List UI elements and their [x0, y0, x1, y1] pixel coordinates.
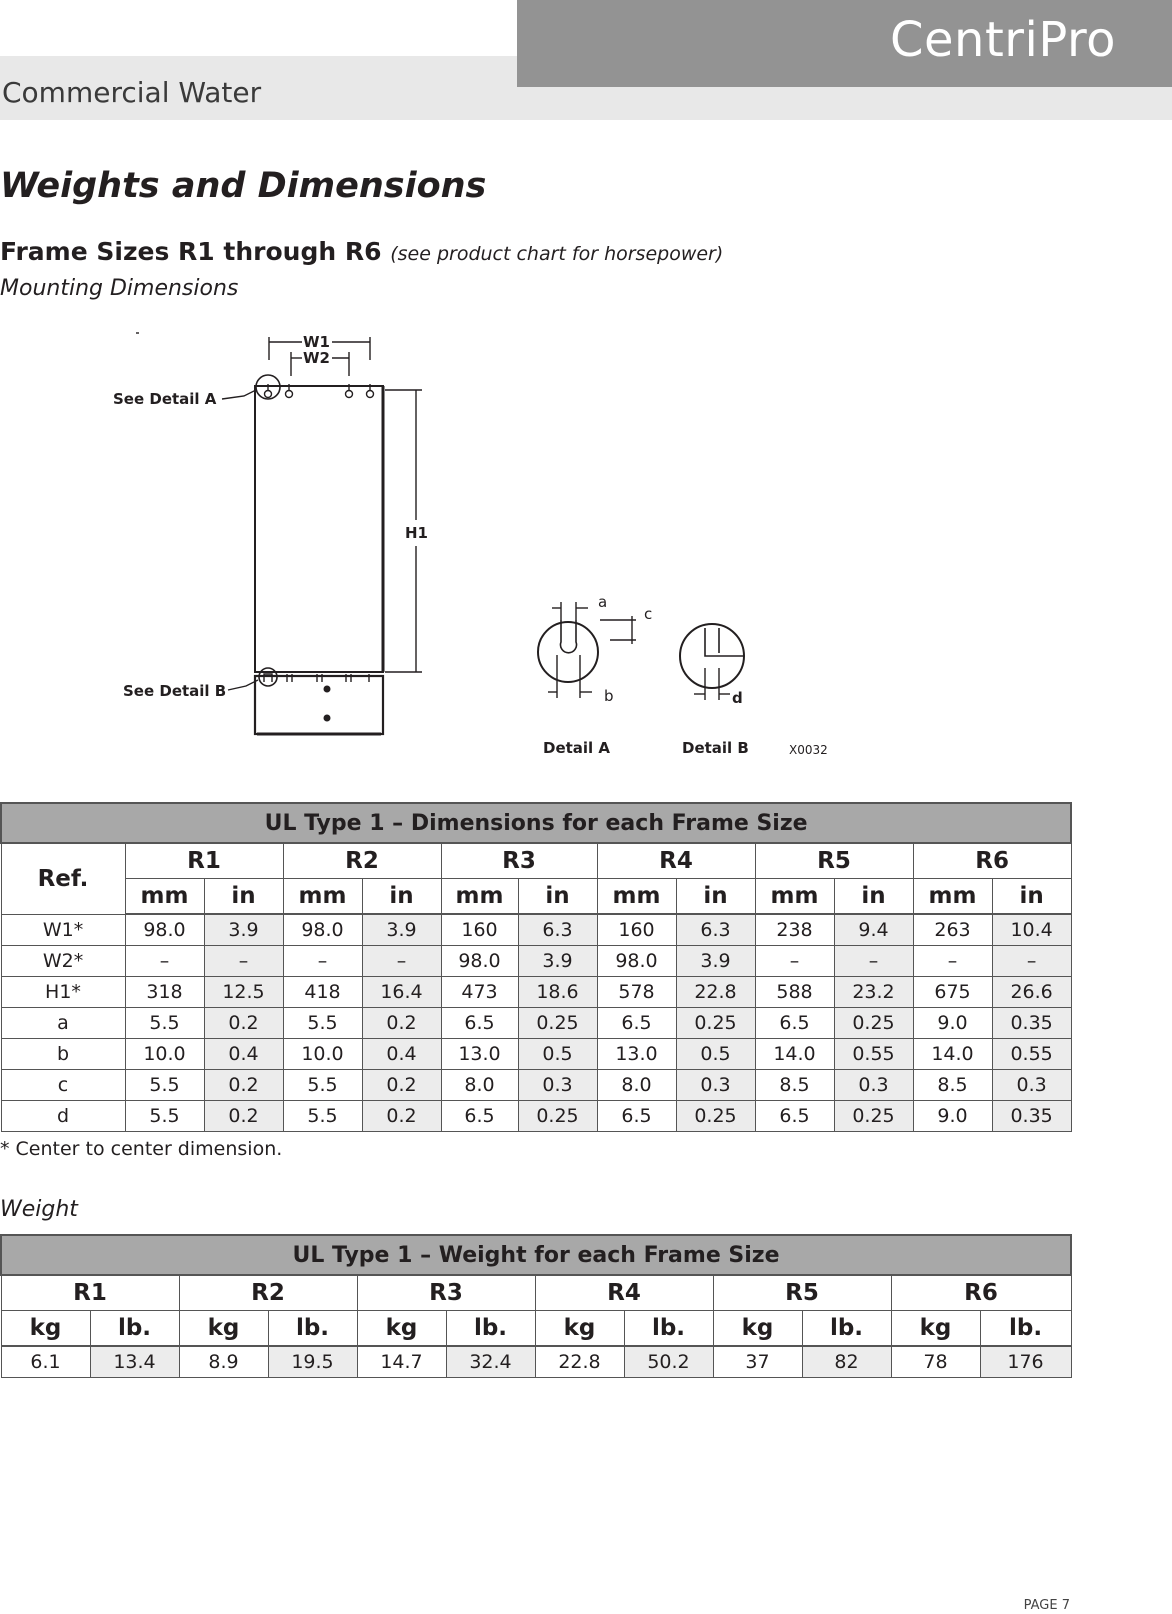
value-cell: 160 [597, 914, 676, 946]
unit-header-kg: kg [713, 1311, 802, 1347]
value-cell: 0.55 [992, 1039, 1071, 1070]
table-row [1, 914, 1071, 946]
page-number: PAGE 7 [1023, 1598, 1070, 1613]
value-cell: 0.4 [204, 1039, 283, 1070]
value-cell: 9.4 [834, 914, 913, 946]
value-cell: 9.0 [913, 1008, 992, 1039]
weight-value-cell: 32.4 [446, 1346, 535, 1378]
value-cell: 263 [913, 914, 992, 946]
table-row [1, 977, 1071, 1008]
unit-header-mm: mm [125, 879, 204, 915]
value-cell: 5.5 [125, 1070, 204, 1101]
unit-header-in: in [204, 879, 283, 915]
label-w1: W1 [303, 333, 330, 351]
label-h1: H1 [405, 524, 428, 542]
unit-header-in: in [362, 879, 441, 915]
value-cell: 0.4 [362, 1039, 441, 1070]
frame-title-text: Frame Sizes R1 through R6 [0, 237, 382, 266]
unit-header-lb: lb. [446, 1311, 535, 1347]
page-title: Weights and Dimensions [0, 166, 487, 206]
weight-subtitle: Weight [0, 1197, 78, 1222]
figure-code: X0032 [789, 743, 828, 757]
unit-header-kg: kg [535, 1311, 624, 1347]
value-cell: – [125, 946, 204, 977]
value-cell: 10.0 [283, 1039, 362, 1070]
weight-table-caption: UL Type 1 – Weight for each Frame Size [1, 1235, 1071, 1275]
value-cell: 22.8 [676, 977, 755, 1008]
unit-header-in: in [834, 879, 913, 915]
label-b: b [604, 687, 614, 705]
ref-cell: W2* [1, 946, 125, 977]
detail-a-caption: Detail A [543, 739, 611, 757]
frame-header: R2 [179, 1275, 357, 1311]
center-footnote: * Center to center dimension. [0, 1138, 283, 1160]
value-cell: 0.2 [362, 1070, 441, 1101]
detail-b-caption: Detail B [682, 739, 749, 757]
value-cell: 0.55 [834, 1039, 913, 1070]
value-cell: 8.5 [913, 1070, 992, 1101]
brand-name: CentriPro [889, 12, 1116, 68]
weight-value-cell: 8.9 [179, 1346, 268, 1378]
ref-cell: b [1, 1039, 125, 1070]
label-d: d [732, 689, 743, 707]
value-cell: – [755, 946, 834, 977]
value-cell: 5.5 [283, 1070, 362, 1101]
value-cell: – [834, 946, 913, 977]
weight-table [0, 1234, 1072, 1378]
value-cell: 0.3 [518, 1070, 597, 1101]
dimensions-table-caption: UL Type 1 – Dimensions for each Frame Size [1, 803, 1071, 843]
value-cell: 10.0 [125, 1039, 204, 1070]
unit-header-lb: lb. [980, 1311, 1071, 1347]
value-cell: 0.2 [362, 1101, 441, 1132]
value-cell: 8.5 [755, 1070, 834, 1101]
mounting-diagram-svg [0, 320, 860, 770]
unit-header-mm: mm [755, 879, 834, 915]
weight-value-cell: 50.2 [624, 1346, 713, 1378]
unit-header-lb: lb. [802, 1311, 891, 1347]
value-cell: 14.0 [755, 1039, 834, 1070]
unit-header-in: in [518, 879, 597, 915]
value-cell: 578 [597, 977, 676, 1008]
value-cell: – [204, 946, 283, 977]
value-cell: 0.35 [992, 1101, 1071, 1132]
weight-value-cell: 22.8 [535, 1346, 624, 1378]
value-cell: 9.0 [913, 1101, 992, 1132]
frame-section-title [0, 237, 723, 266]
value-cell: 0.5 [518, 1039, 597, 1070]
frame-header: R6 [891, 1275, 1071, 1311]
value-cell: 0.2 [204, 1070, 283, 1101]
table-row [1, 1070, 1071, 1101]
table-row [1, 1039, 1071, 1070]
value-cell: 0.25 [518, 1101, 597, 1132]
value-cell: 238 [755, 914, 834, 946]
value-cell: – [283, 946, 362, 977]
value-cell: 5.5 [125, 1008, 204, 1039]
unit-header-lb: lb. [90, 1311, 179, 1347]
unit-header-kg: kg [179, 1311, 268, 1347]
table-row [1, 946, 1071, 977]
value-cell: 0.25 [676, 1008, 755, 1039]
weight-value-cell: 37 [713, 1346, 802, 1378]
value-cell: 6.5 [597, 1008, 676, 1039]
label-c: c [644, 605, 653, 623]
unit-header-mm: mm [283, 879, 362, 915]
dimensions-table [0, 802, 1072, 1132]
unit-header-in: in [992, 879, 1071, 915]
value-cell: 6.5 [755, 1008, 834, 1039]
value-cell: 18.6 [518, 977, 597, 1008]
value-cell: 26.6 [992, 977, 1071, 1008]
mounting-dimensions-subtitle: Mounting Dimensions [0, 276, 239, 301]
value-cell: 98.0 [597, 946, 676, 977]
value-cell: 98.0 [441, 946, 518, 977]
mounting-diagram [0, 320, 860, 770]
units-row [1, 1311, 1071, 1347]
table-row [1, 1346, 1071, 1378]
value-cell: 8.0 [441, 1070, 518, 1101]
value-cell: 10.4 [992, 914, 1071, 946]
frame-header: R6 [913, 843, 1071, 879]
frame-header: R2 [283, 843, 441, 879]
value-cell: 13.0 [597, 1039, 676, 1070]
value-cell: 5.5 [283, 1008, 362, 1039]
value-cell: 160 [441, 914, 518, 946]
value-cell: 13.0 [441, 1039, 518, 1070]
value-cell: 6.3 [518, 914, 597, 946]
value-cell: 0.3 [676, 1070, 755, 1101]
unit-header-kg: kg [1, 1311, 90, 1347]
value-cell: – [362, 946, 441, 977]
value-cell: 14.0 [913, 1039, 992, 1070]
ref-cell: c [1, 1070, 125, 1101]
value-cell: 6.5 [597, 1101, 676, 1132]
label-a: a [598, 593, 608, 611]
see-detail-b-label: See Detail B [123, 682, 227, 700]
frame-header: R3 [357, 1275, 535, 1311]
ref-cell: W1* [1, 914, 125, 946]
frame-header: R4 [535, 1275, 713, 1311]
ref-cell: a [1, 1008, 125, 1039]
value-cell: 0.5 [676, 1039, 755, 1070]
value-cell: 3.9 [676, 946, 755, 977]
weight-value-cell: 19.5 [268, 1346, 357, 1378]
unit-header-lb: lb. [268, 1311, 357, 1347]
unit-header-kg: kg [891, 1311, 980, 1347]
unit-header-mm: mm [597, 879, 676, 915]
label-w2: W2 [303, 349, 330, 367]
value-cell: 318 [125, 977, 204, 1008]
value-cell: 5.5 [283, 1101, 362, 1132]
division-label: Commercial Water [2, 76, 262, 109]
value-cell: 98.0 [125, 914, 204, 946]
dimensions-table-body [1, 914, 1071, 1132]
value-cell: 12.5 [204, 977, 283, 1008]
unit-header-kg: kg [357, 1311, 446, 1347]
frame-header: R1 [125, 843, 283, 879]
unit-header-mm: mm [913, 879, 992, 915]
value-cell: 3.9 [518, 946, 597, 977]
unit-header-in: in [676, 879, 755, 915]
ref-cell: d [1, 1101, 125, 1132]
weight-value-cell: 78 [891, 1346, 980, 1378]
frame-header: R3 [441, 843, 597, 879]
value-cell: 6.5 [755, 1101, 834, 1132]
weight-value-cell: 82 [802, 1346, 891, 1378]
value-cell: 0.35 [992, 1008, 1071, 1039]
weight-value-cell: 6.1 [1, 1346, 90, 1378]
value-cell: 5.5 [125, 1101, 204, 1132]
frame-header: R4 [597, 843, 755, 879]
see-detail-a-label: See Detail A [113, 390, 217, 408]
value-cell: 0.25 [834, 1008, 913, 1039]
value-cell: 23.2 [834, 977, 913, 1008]
value-cell: 98.0 [283, 914, 362, 946]
value-cell: 675 [913, 977, 992, 1008]
value-cell: 3.9 [362, 914, 441, 946]
value-cell: 6.5 [441, 1008, 518, 1039]
frame-header: R5 [755, 843, 913, 879]
table-row [1, 1101, 1071, 1132]
value-cell: 0.3 [992, 1070, 1071, 1101]
ref-cell: H1* [1, 977, 125, 1008]
frame-title-note: (see product chart for horsepower) [390, 243, 724, 265]
unit-header-lb: lb. [624, 1311, 713, 1347]
brand-box [517, 0, 1172, 87]
value-cell: 0.2 [204, 1008, 283, 1039]
units-row [1, 879, 1071, 915]
value-cell: – [913, 946, 992, 977]
weight-value-cell: 13.4 [90, 1346, 179, 1378]
value-cell: 588 [755, 977, 834, 1008]
value-cell: 6.3 [676, 914, 755, 946]
value-cell: 0.25 [676, 1101, 755, 1132]
unit-header-mm: mm [441, 879, 518, 915]
weight-value-cell: 176 [980, 1346, 1071, 1378]
value-cell: 473 [441, 977, 518, 1008]
value-cell: 8.0 [597, 1070, 676, 1101]
value-cell: 6.5 [441, 1101, 518, 1132]
frame-header: R5 [713, 1275, 891, 1311]
frame-header: R1 [1, 1275, 179, 1311]
value-cell: 0.2 [204, 1101, 283, 1132]
value-cell: 0.2 [362, 1008, 441, 1039]
value-cell: – [992, 946, 1071, 977]
weight-value-cell: 14.7 [357, 1346, 446, 1378]
value-cell: 0.25 [834, 1101, 913, 1132]
value-cell: 16.4 [362, 977, 441, 1008]
ref-header: Ref. [1, 843, 125, 914]
table-row [1, 1008, 1071, 1039]
value-cell: 0.3 [834, 1070, 913, 1101]
value-cell: 418 [283, 977, 362, 1008]
value-cell: 0.25 [518, 1008, 597, 1039]
value-cell: 3.9 [204, 914, 283, 946]
